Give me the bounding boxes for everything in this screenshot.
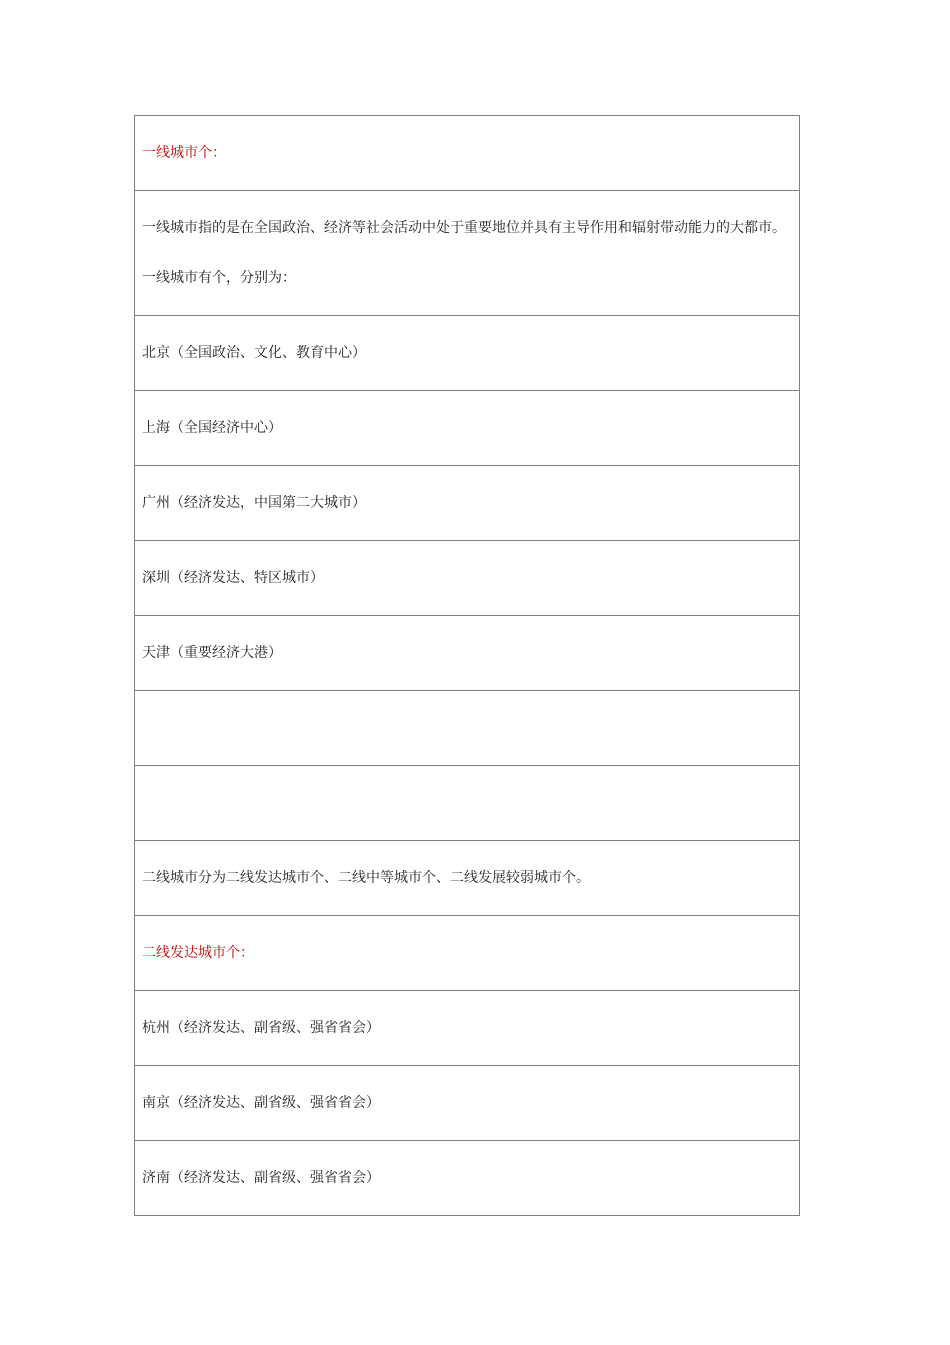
table-row bbox=[135, 466, 800, 541]
city-entry: 广州（经济发达，中国第二大城市） bbox=[135, 466, 800, 541]
city-entry: 天津（重要经济大港） bbox=[135, 616, 800, 691]
city-entry: 上海（全国经济中心） bbox=[135, 391, 800, 466]
city-entry: 北京（全国政治、文化、教育中心） bbox=[135, 316, 800, 391]
table-row bbox=[135, 916, 800, 991]
city-entry: 杭州（经济发达、副省级、强省省会） bbox=[135, 991, 800, 1066]
table-row bbox=[135, 316, 800, 391]
table-row bbox=[135, 391, 800, 466]
section-heading-tier2-developed: 二线发达城市个： bbox=[135, 916, 800, 991]
section-heading-tier1: 一线城市个： bbox=[135, 116, 800, 191]
table-row bbox=[135, 991, 800, 1066]
table-row bbox=[135, 116, 800, 191]
table-row bbox=[135, 841, 800, 916]
table-row bbox=[135, 691, 800, 766]
table-row bbox=[135, 616, 800, 691]
city-entry: 深圳（经济发达、特区城市） bbox=[135, 541, 800, 616]
table-row bbox=[135, 541, 800, 616]
city-entry: 济南（经济发达、副省级、强省省会） bbox=[135, 1141, 800, 1216]
table-row bbox=[135, 1141, 800, 1216]
city-tier-table bbox=[134, 115, 800, 1216]
tier2-summary: 二线城市分为二线发达城市个、二线中等城市个、二线发展较弱城市个。 bbox=[135, 841, 800, 916]
city-entry: 南京（经济发达、副省级、强省省会） bbox=[135, 1066, 800, 1141]
empty-cell bbox=[135, 691, 800, 766]
table-row bbox=[135, 1066, 800, 1141]
empty-cell bbox=[135, 766, 800, 841]
table-row bbox=[135, 191, 800, 316]
tier1-definition: 一线城市指的是在全国政治、经济等社会活动中处于重要地位并具有主导作用和辐射带动能力的大都市。一线城市有个，分别为： bbox=[135, 191, 800, 316]
table-row bbox=[135, 766, 800, 841]
